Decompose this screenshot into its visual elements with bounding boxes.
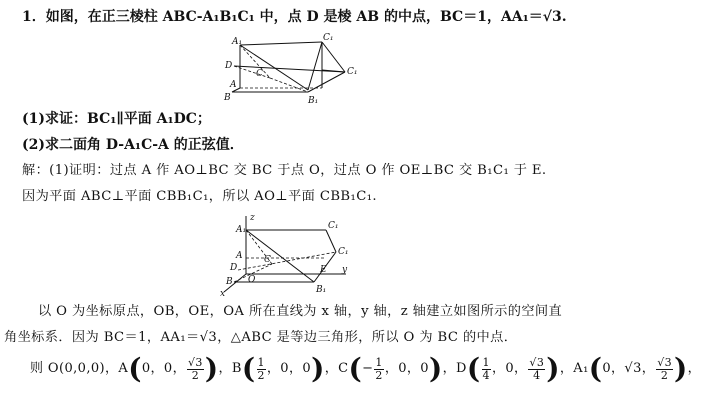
label-b1: B₁ [316, 285, 327, 295]
paren-open-a: ( [128, 352, 142, 385]
edge-d-c1 [234, 66, 345, 72]
frac-d-1: $\frac{1}{4}$ [482, 355, 490, 382]
frac-c: $\frac{1}{2}$ [375, 355, 383, 382]
paren-open-c: ( [348, 352, 363, 385]
label-c1: C₁ [338, 247, 349, 257]
coord-c-sign: − [362, 361, 374, 376]
paren-open-a1: ( [588, 352, 603, 385]
solution-line-3: 以 O 为坐标原点，OB，OE，OA 所在直线为 x 轴，y 轴，z 轴建立如图所示的空间直 [38, 304, 563, 319]
paren-close-c: ) [428, 352, 443, 385]
coordinates-line [30, 354, 701, 385]
label-b1: B₁ [308, 96, 319, 106]
coord-d-label: ，D [442, 361, 467, 376]
label-c1-top: C₁ [323, 33, 334, 43]
edge-c1-b1 [326, 230, 336, 252]
coord-c-rest: ，0，0 [384, 361, 429, 376]
label-a1: A₁ [232, 37, 243, 47]
coord-a-part: 0，0， [141, 361, 187, 376]
edge-a1-b1 [240, 45, 308, 90]
label-e: E [320, 265, 327, 275]
coord-b-rest: ，0，0 [266, 361, 312, 376]
paren-open-d: ( [466, 352, 481, 385]
label-y: y [342, 265, 348, 275]
coord-c-label: ，C [324, 361, 349, 376]
frac-b: $\frac{1}{2}$ [257, 355, 265, 382]
edge-b1-c1 [308, 72, 345, 92]
frac-d-2: $\frac{√3}{4}$ [529, 355, 545, 382]
solution-line-2: 因为平面 ABC⊥平面 CBB₁C₁，所以 AO⊥平面 CBB₁C₁. [22, 189, 377, 204]
label-d: D [230, 263, 238, 273]
edge-top [322, 42, 345, 72]
label-b: B [226, 277, 233, 287]
paren-close-d: ) [546, 352, 560, 385]
paren-open-b: ( [241, 352, 256, 385]
label-x: x [220, 289, 226, 299]
label-c1-top: C₁ [328, 221, 339, 231]
coord-b-label: ，B [218, 361, 242, 376]
coordinate-figure [218, 212, 358, 298]
coord-tail: ， [687, 361, 701, 376]
paren-close-a: ) [204, 352, 219, 385]
frac-a: $\frac{√3}{2}$ [188, 355, 203, 382]
coord-a1-label: ，A₁ [559, 361, 589, 376]
label-c1: C₁ [347, 67, 358, 77]
label-c: C [256, 69, 263, 79]
solution-line-1: 解：(1)证明：过点 A 作 AO⊥BC 交 BC 于点 O，过点 O 作 OE⊥BC 交 B₁C₁ 于 E. [22, 163, 547, 178]
problem-part-1: (1)求证：BC₁∥平面 A₁DC； [22, 111, 211, 127]
coord-d-mid: ，0， [491, 361, 528, 376]
label-d: D [225, 61, 233, 71]
coord-a1-part: 0，√3， [602, 361, 656, 376]
edge-a1-c1 [240, 42, 322, 45]
label-a1: A₁ [236, 225, 247, 235]
coord-prefix: 则 O(0,0,0)，A [30, 361, 129, 376]
edge-c1-b1 [308, 42, 322, 90]
problem-part-2: (2)求二面角 D-A₁C-A 的正弦值． [22, 137, 244, 153]
label-c: C [264, 255, 271, 265]
label-o: O [248, 275, 256, 285]
label-a: A [230, 80, 237, 90]
paren-close-a1: ) [674, 352, 688, 385]
prism-figure [210, 30, 360, 110]
label-b: B [224, 93, 231, 103]
label-z: z [250, 213, 255, 223]
frac-a1: $\frac{√3}{2}$ [657, 355, 672, 382]
paren-close-b: ) [311, 352, 325, 385]
problem-line-1: 1．如图，在正三棱柱 ABC-A₁B₁C₁ 中，点 D 是棱 AB 的中点，BC＝1，AA₁＝√3. [22, 9, 567, 25]
label-a: A [236, 251, 243, 261]
solution-line-4: 角坐标系．因为 BC＝1，AA₁＝√3，△ABC 是等边三角形，所以 O 为 BC 的中点． [4, 330, 518, 345]
hidden-c-b1 [270, 78, 308, 92]
